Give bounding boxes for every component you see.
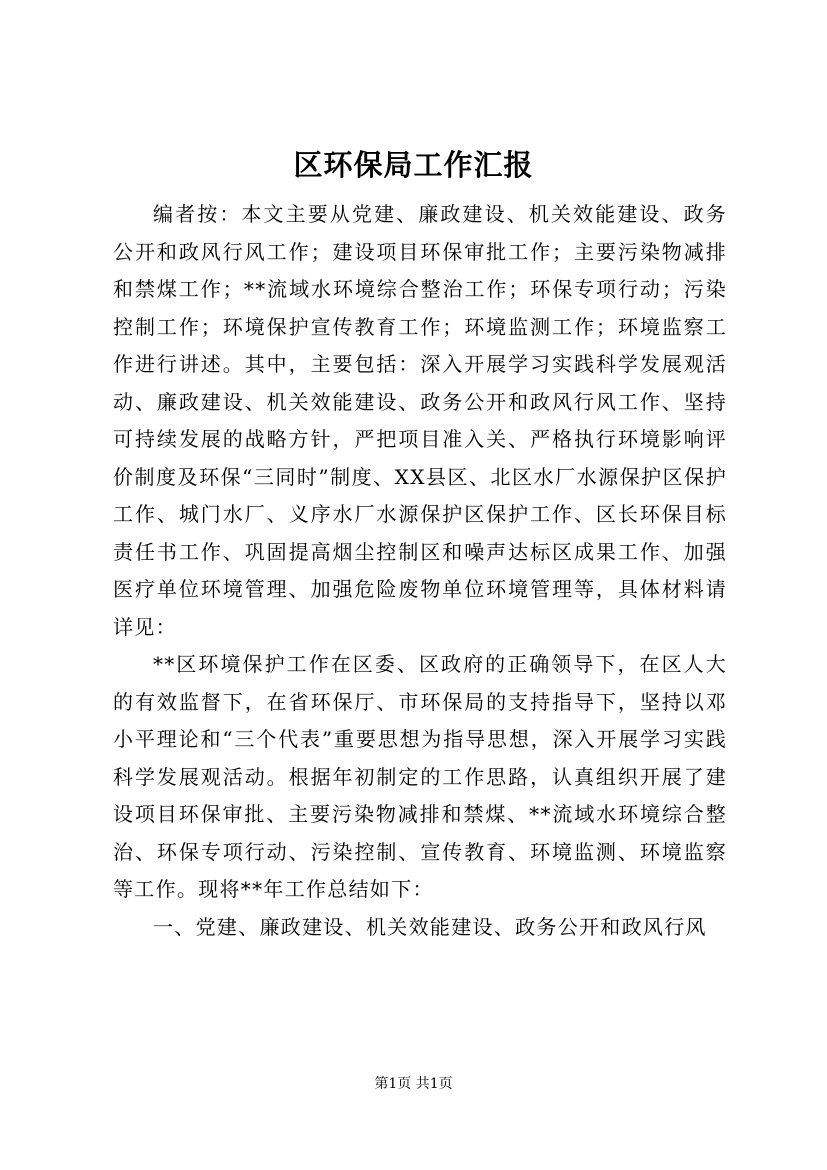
page-number-footer: 第1页 共1页 [374,1076,453,1092]
section-heading-paragraph: 一、党建、廉政建设、机关效能建设、政务公开和政风行风 [153,914,707,939]
document-title: 区环保局工作汇报 [293,148,534,182]
document-body [113,196,727,946]
intro-paragraph: **区环境保护工作在区委、区政府的正确领导下，在区人大的有效监督下，在省环保厅、市环保局的支持指导下，坚持以邓小平理论和“三个代表”重要思想为指导思想，深入开展学习实践科学发展观活动。根据年初制定的工作思路，认真组织开展了建设项目环保审批、主要污染物减排和禁煤、**流域水环境综合整治、环保专项行动、污染控制、宣传教育、环境监测、环境监察等工作。现将**年工作总结如下： [113,652,727,901]
editor-note-paragraph: 编者按：本文主要从党建、廉政建设、机关效能建设、政务公开和政风行风工作；建设项目环保审批工作；主要污染物减排和禁煤工作；**流域水环境综合整治工作；环保专项行动；污染控制工作；环境保护宣传教育工作；环境监测工作；环境监察工作进行讲述。其中，主要包括：深入开展学习实践科学发展观活动、廉政建设、机关效能建设、政务公开和政风行风工作、坚持可持续发展的战略方针，严把项目准入关、严格执行环境影响评价制度及环保“三同时”制度、XX县区、北区水厂水源保护区保护工作、城门水厂、义序水厂水源保护区保护工作、区长环保目标责任书工作、巩固提高烟尘控制区和噪声达标区成果工作、加强医疗单位环境管理、加强危险废物单位环境管理等，具体材料请详见： [113,202,727,639]
